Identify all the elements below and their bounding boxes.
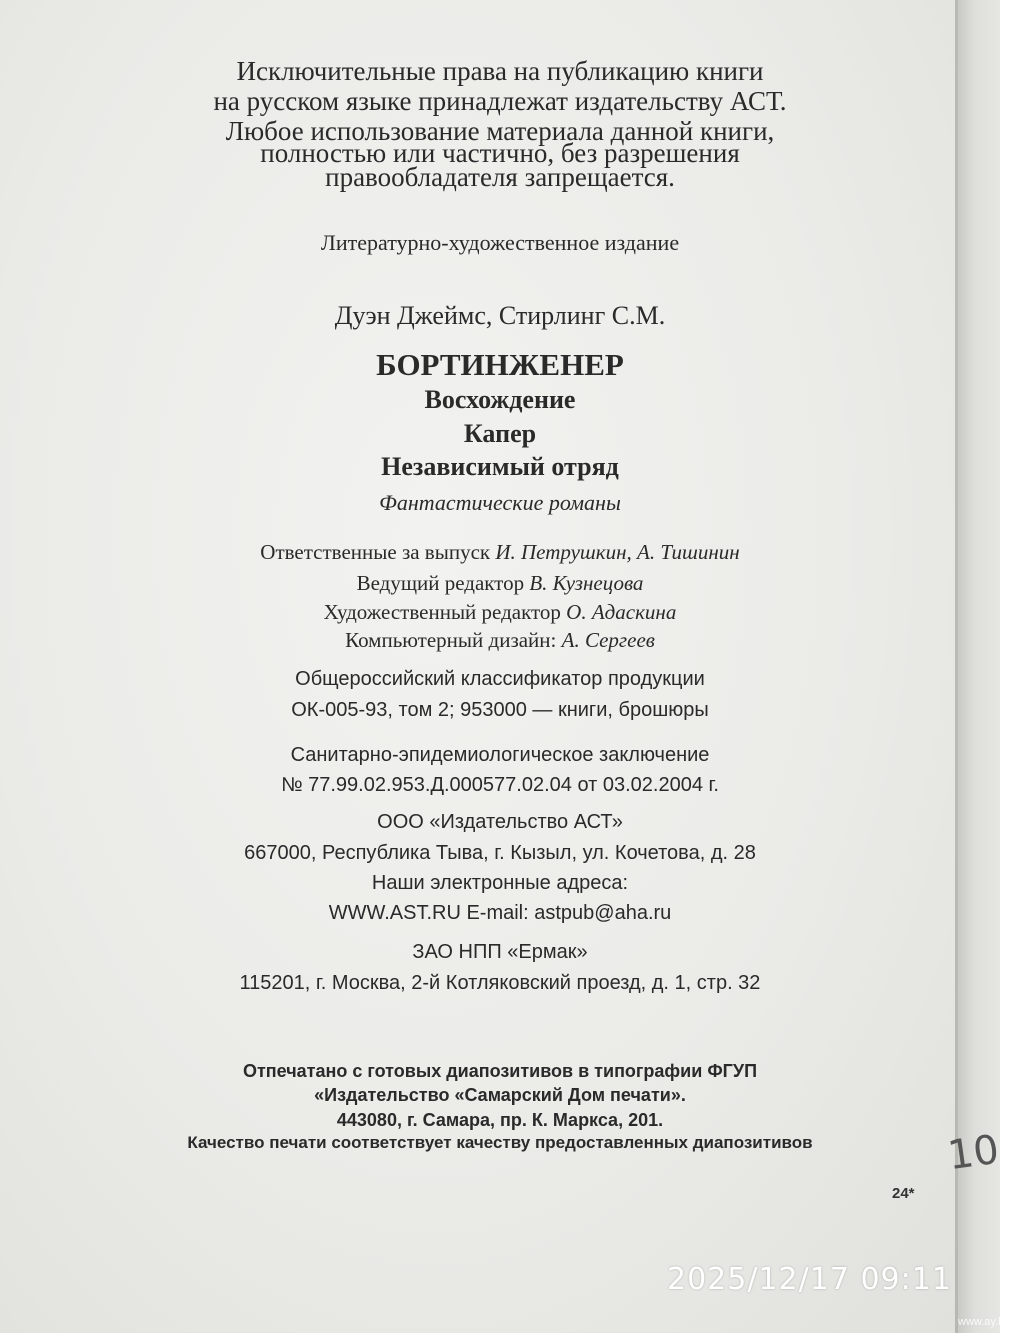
credit-line-2 [0,573,1000,594]
credit-role-3: Художественный редактор [323,600,561,624]
credit-names-4: А. Сергеев [561,628,655,652]
printer-company-name: ЗАО НПП «Ермак» [412,941,588,963]
novel-title-2: Капер [463,419,537,448]
rights-line-5: правообладателя запрещается. [325,162,675,192]
publisher-address: 667000, Республика Тыва, г. Кызыл, ул. Кочетова, д. 28 [244,842,756,864]
credit-names-1: И. Петрушкин, А. Тишинин [495,540,740,564]
rights-line-1: Исключительные права на публикацию книги [236,56,764,86]
printing-line-4: Качество печати соответствует качеству предоставленных диапозитивов [187,1133,813,1152]
photo-timestamp: 2025/12/17 09:11 [667,1262,952,1297]
printing-line-2: «Издательство «Самарский Дом печати». [314,1085,686,1105]
classifier-line-2: ОК-005-93, том 2; 953000 — книги, брошюры [291,699,709,721]
classifier-line-1: Общероссийский классификатор продукции [295,668,705,690]
novel-title-1: Восхождение [424,385,576,414]
publisher-web-email: WWW.AST.RU E-mail: astpub@aha.ru [328,902,672,924]
credit-role-1: Ответственные за выпуск [260,540,491,564]
credit-names-2: В. Кузнецова [529,571,644,595]
series-title: БОРТИНЖЕНЕР [376,347,624,382]
watermark: www.ay.by [958,1316,1010,1328]
credit-names-3: О. Адаскина [566,600,677,624]
credit-line-4 [0,630,1000,651]
sanitary-line-1: Санитарно-эпидемиологическое заключение [290,744,710,766]
handwritten-mark: 10 [945,1126,1002,1180]
edition-type: Литературно-художественное издание [320,230,680,255]
printing-line-1: Отпечатано с готовых диапозитивов в типографии ФГУП [242,1061,758,1081]
credit-line-3 [0,602,1000,623]
novel-title-3: Независимый отряд [381,452,619,481]
rights-line-2: на русском языке принадлежат издательству АСТ. [213,86,787,116]
signature-mark: 24* [892,1185,915,1202]
publisher-name: ООО «Издательство АСТ» [377,811,623,833]
credit-role-4: Компьютерный дизайн: [345,628,557,652]
genre: Фантастические романы [379,490,621,515]
credit-role-2: Ведущий редактор [356,571,525,595]
rights-line-4: полностью или частично, без разрешения [260,138,740,168]
publisher-email-label: Наши электронные адреса: [371,872,629,894]
printer-company-address: 115201, г. Москва, 2-й Котляковский проезд, д. 1, стр. 32 [239,972,761,994]
rights-line-3: Любое использование материала данной книги, [225,116,775,146]
sanitary-line-2: № 77.99.02.953.Д.000577.02.04 от 03.02.2004 г. [281,774,719,796]
printing-line-3: 443080, г. Самара, пр. К. Маркса, 201. [336,1110,664,1130]
authors: Дуэн Джеймс, Стирлинг С.М. [334,301,666,330]
credit-line-1 [0,542,1000,563]
